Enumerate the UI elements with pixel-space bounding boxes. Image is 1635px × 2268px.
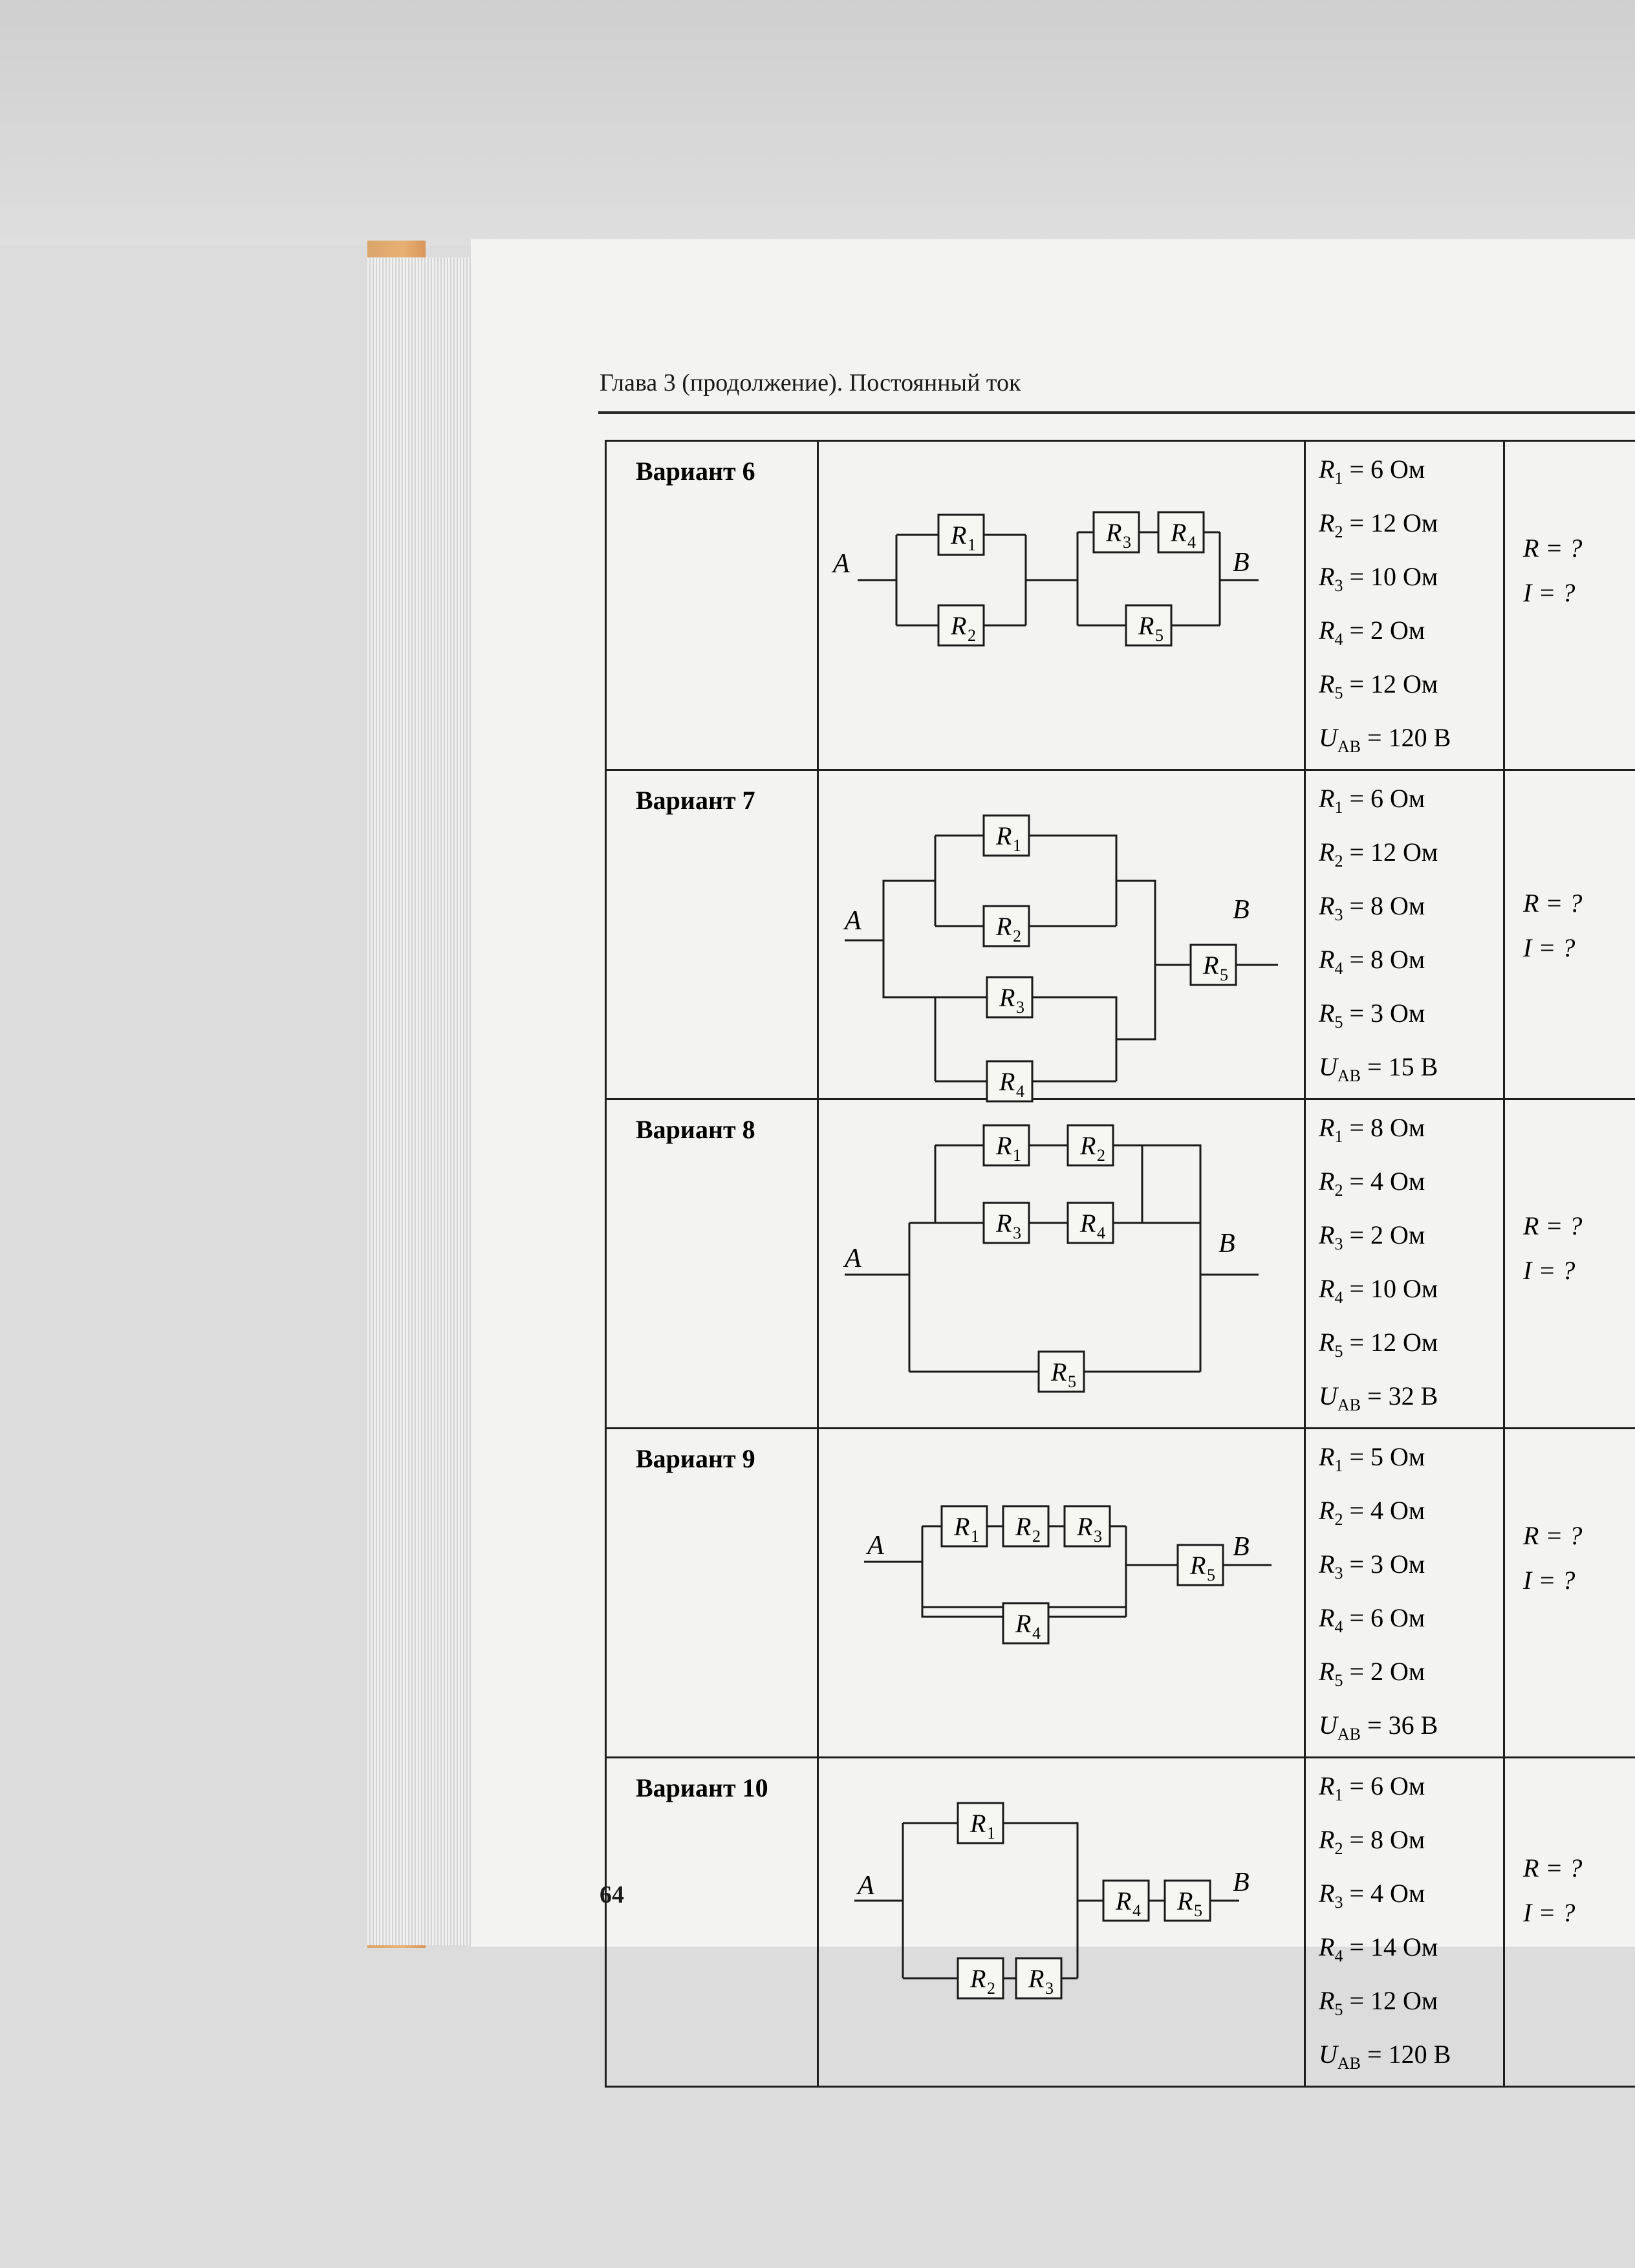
parameter-line: $R_1 = 6$ Ом <box>1319 455 1425 488</box>
resistor-r4 <box>1003 1603 1048 1643</box>
svg-text:4: 4 <box>1097 1224 1105 1242</box>
parameters-cell <box>1305 770 1504 1099</box>
variant-row <box>606 1429 1635 1758</box>
svg-text:3: 3 <box>1013 1224 1021 1242</box>
parameter-symbol: R <box>1319 1932 1335 1961</box>
parameter-value: 14 Ом <box>1370 1932 1438 1961</box>
parameter-symbol: U <box>1319 723 1337 752</box>
parameter-value: 12 Ом <box>1370 1328 1438 1357</box>
parameters-cell <box>1305 441 1504 770</box>
svg-text:R: R <box>1028 1964 1045 1993</box>
resistor-r2 <box>938 605 984 645</box>
parameter-symbol: R <box>1319 1496 1335 1525</box>
svg-text:4: 4 <box>1187 533 1196 552</box>
resistor-r1 <box>984 1125 1029 1165</box>
wire <box>883 940 935 997</box>
terminal-b: B <box>1233 1532 1250 1562</box>
unknown-quantity: I = ? <box>1523 1566 1575 1595</box>
svg-text:2: 2 <box>1013 927 1021 945</box>
parameter-subscript: 2 <box>1334 1181 1343 1200</box>
svg-text:1: 1 <box>968 535 976 554</box>
parameter-symbol: U <box>1319 1052 1337 1081</box>
circuit-diagram <box>819 1429 1301 1690</box>
svg-text:1: 1 <box>1013 836 1021 855</box>
parameter-value: 3 Ом <box>1370 1550 1425 1579</box>
variant-name: Вариант 9 <box>636 1444 755 1473</box>
parameter-line: $R_4 = 14$ Ом <box>1319 1932 1438 1965</box>
svg-text:5: 5 <box>1194 1901 1202 1920</box>
variant-name-cell <box>606 1429 818 1758</box>
resistor-r1 <box>984 815 1029 856</box>
resistor-r2 <box>1068 1125 1113 1165</box>
parameter-line: $R_5 = 12$ Ом <box>1319 1986 1438 2019</box>
terminal-a: A <box>845 1244 861 1273</box>
resistor-r3 <box>1094 512 1139 552</box>
parameter-symbol: R <box>1319 616 1335 645</box>
circuit-diagram-cell <box>818 1429 1305 1758</box>
svg-text:R: R <box>1138 611 1154 640</box>
parameter-subscript: 1 <box>1334 1786 1343 1804</box>
parameter-symbol: R <box>1319 669 1335 698</box>
parameter-value: 12 Ом <box>1370 837 1438 867</box>
parameter-subscript: 4 <box>1334 630 1343 649</box>
parameter-symbol: U <box>1319 2040 1337 2069</box>
unknown-quantity: R = ? <box>1523 889 1583 918</box>
circuit-diagram-cell <box>818 1758 1305 2087</box>
terminal-b: B <box>1233 548 1250 578</box>
svg-text:R: R <box>1116 1886 1132 1916</box>
terminal-b: B <box>1233 1868 1250 1897</box>
parameter-symbol: R <box>1319 1442 1335 1471</box>
variant-name: Вариант 8 <box>636 1115 755 1144</box>
svg-text:R: R <box>1190 1551 1206 1580</box>
svg-text:3: 3 <box>1016 998 1024 1017</box>
wire <box>1029 836 1116 926</box>
wire <box>1113 1223 1200 1372</box>
parameter-value: 12 Ом <box>1370 1986 1438 2015</box>
wire <box>1142 1145 1200 1223</box>
parameter-symbol: R <box>1319 784 1335 813</box>
resistor-r5 <box>1126 605 1171 645</box>
parameter-symbol: R <box>1319 1220 1335 1249</box>
parameters-cell <box>1305 1429 1504 1758</box>
resistor-r5 <box>1039 1352 1084 1392</box>
svg-text:R: R <box>999 983 1015 1012</box>
parameter-symbol: R <box>1319 1328 1335 1357</box>
parameter-subscript: AB <box>1337 1066 1361 1085</box>
parameter-symbol: U <box>1319 1711 1337 1740</box>
parameter-value: 6 Ом <box>1370 1603 1425 1632</box>
parameter-line: $R_1 = 6$ Ом <box>1319 1771 1425 1804</box>
chapter-header: Глава 3 (продолжение). Постоянный ток <box>600 369 1021 396</box>
parameter-value: 10 Ом <box>1370 562 1438 591</box>
svg-text:R: R <box>1203 951 1219 980</box>
parameter-subscript: AB <box>1337 737 1361 756</box>
parameter-line: $R_2 = 12$ Ом <box>1319 837 1438 870</box>
parameter-subscript: 3 <box>1334 1893 1343 1912</box>
svg-text:2: 2 <box>1032 1527 1041 1546</box>
variant-name: Вариант 10 <box>636 1773 768 1802</box>
parameter-symbol: U <box>1319 1381 1337 1410</box>
resistor-r2 <box>1003 1506 1048 1546</box>
parameter-value: 8 Ом <box>1370 1825 1425 1854</box>
variant-name-cell <box>606 770 818 1099</box>
terminal-a: A <box>867 1531 884 1561</box>
parameter-symbol: R <box>1319 891 1335 920</box>
resistor-r3 <box>987 977 1032 1017</box>
unknown-quantity: R = ? <box>1523 534 1583 563</box>
circuit-diagram-cell <box>818 770 1305 1099</box>
parameter-line: $U_{AB} = 32$ В <box>1319 1381 1438 1414</box>
parameter-subscript: 2 <box>1334 523 1343 541</box>
background-shadow <box>0 0 1635 246</box>
variant-name: Вариант 6 <box>636 457 755 486</box>
parameter-subscript: 5 <box>1334 1342 1343 1361</box>
resistor-r4 <box>1158 512 1204 552</box>
parameter-value: 4 Ом <box>1370 1496 1425 1525</box>
parameter-subscript: 4 <box>1334 1288 1343 1307</box>
unknowns-cell <box>1504 1099 1635 1429</box>
unknowns-cell <box>1504 441 1635 770</box>
resistor-r2 <box>984 906 1029 946</box>
parameter-line: $R_5 = 3$ Ом <box>1319 999 1425 1031</box>
wire <box>1116 940 1155 1039</box>
svg-text:2: 2 <box>1097 1146 1105 1165</box>
parameter-value: 10 Ом <box>1370 1274 1438 1303</box>
parameter-line: $R_3 = 4$ Ом <box>1319 1879 1425 1912</box>
resistor-r2 <box>958 1958 1003 1998</box>
wire <box>922 1607 1003 1617</box>
svg-text:R: R <box>970 1964 986 1993</box>
parameter-subscript: 3 <box>1334 1564 1343 1582</box>
svg-text:R: R <box>996 821 1012 850</box>
parameter-value: 120 В <box>1388 723 1451 752</box>
svg-text:4: 4 <box>1016 1082 1024 1101</box>
resistor-r4 <box>1103 1881 1149 1921</box>
resistor-r1 <box>942 1506 987 1546</box>
parameter-subscript: 5 <box>1334 1013 1343 1031</box>
wire <box>1113 1145 1142 1223</box>
parameter-subscript: 1 <box>1334 1456 1343 1475</box>
resistor-r5 <box>1178 1545 1223 1585</box>
resistor-r1 <box>938 515 984 555</box>
unknown-quantity: R = ? <box>1523 1521 1583 1550</box>
parameter-line: $R_2 = 4$ Ом <box>1319 1167 1425 1200</box>
svg-text:R: R <box>1080 1209 1096 1238</box>
circuit-diagram <box>819 1758 1301 2026</box>
circuit-diagram <box>819 771 1301 1101</box>
parameter-value: 8 Ом <box>1370 945 1425 974</box>
parameter-subscript: 5 <box>1334 2000 1343 2019</box>
parameter-value: 12 Ом <box>1370 669 1438 698</box>
parameter-line: $R_1 = 5$ Ом <box>1319 1442 1425 1475</box>
variant-name-cell <box>606 1758 818 2087</box>
resistor-r4 <box>1068 1203 1113 1243</box>
svg-text:R: R <box>1106 518 1122 547</box>
parameter-line: $R_3 = 3$ Ом <box>1319 1550 1425 1582</box>
svg-text:R: R <box>1080 1131 1096 1160</box>
parameter-line: $R_4 = 8$ Ом <box>1319 945 1425 978</box>
parameter-line: $R_2 = 4$ Ом <box>1319 1496 1425 1529</box>
parameter-value: 3 Ом <box>1370 999 1425 1028</box>
svg-text:R: R <box>954 1512 970 1541</box>
unknown-quantity: I = ? <box>1523 1898 1575 1927</box>
svg-text:4: 4 <box>1132 1901 1141 1920</box>
unknown-quantity: I = ? <box>1523 933 1575 962</box>
svg-text:5: 5 <box>1207 1566 1215 1584</box>
parameter-symbol: R <box>1319 1113 1335 1142</box>
wire <box>1003 1823 1077 1978</box>
parameter-line: $R_4 = 6$ Ом <box>1319 1603 1425 1636</box>
svg-text:4: 4 <box>1032 1624 1041 1643</box>
parameter-symbol: R <box>1319 1879 1335 1908</box>
resistor-r3 <box>1065 1506 1110 1546</box>
parameter-subscript: 5 <box>1334 1671 1343 1690</box>
svg-text:1: 1 <box>1013 1146 1021 1165</box>
svg-text:R: R <box>996 1131 1012 1160</box>
parameter-value: 36 В <box>1388 1711 1438 1740</box>
variant-row <box>606 441 1635 770</box>
terminal-a: A <box>858 1871 874 1901</box>
svg-text:3: 3 <box>1045 1979 1054 1998</box>
variants-table <box>605 440 1635 2088</box>
parameter-subscript: 3 <box>1334 576 1343 595</box>
svg-text:R: R <box>996 1209 1012 1238</box>
parameter-value: 6 Ом <box>1370 455 1425 484</box>
unknown-quantity: I = ? <box>1523 1256 1575 1285</box>
parameter-subscript: 5 <box>1334 684 1343 702</box>
variant-row <box>606 1758 1635 2087</box>
parameter-symbol: R <box>1319 1550 1335 1579</box>
parameter-line: $R_4 = 2$ Ом <box>1319 616 1425 649</box>
svg-text:R: R <box>996 912 1012 941</box>
parameter-subscript: 3 <box>1334 1235 1343 1253</box>
unknown-quantity: R = ? <box>1523 1853 1583 1883</box>
svg-text:R: R <box>1077 1512 1093 1541</box>
parameter-subscript: 2 <box>1334 1510 1343 1529</box>
circuit-diagram-cell <box>818 1099 1305 1429</box>
parameter-symbol: R <box>1319 837 1335 867</box>
parameter-value: 12 Ом <box>1370 508 1438 537</box>
variant-name-cell <box>606 441 818 770</box>
parameter-value: 6 Ом <box>1370 784 1425 813</box>
parameter-subscript: 2 <box>1334 852 1343 870</box>
svg-text:3: 3 <box>1094 1527 1102 1546</box>
parameter-subscript: 1 <box>1334 798 1343 817</box>
parameter-subscript: 4 <box>1334 959 1343 978</box>
parameter-line: $U_{AB} = 15$ В <box>1319 1052 1438 1085</box>
parameter-symbol: R <box>1319 1274 1335 1303</box>
parameter-line: $R_2 = 12$ Ом <box>1319 508 1438 541</box>
svg-text:1: 1 <box>987 1824 995 1842</box>
resistor-r1 <box>958 1803 1003 1843</box>
svg-text:R: R <box>951 521 967 550</box>
wire <box>1032 997 1116 1081</box>
circuit-diagram <box>819 442 1301 703</box>
parameter-symbol: R <box>1319 1771 1335 1800</box>
header-rule <box>598 411 1635 414</box>
parameter-line: $U_{AB} = 120$ В <box>1319 2040 1451 2073</box>
parameter-line: $R_2 = 8$ Ом <box>1319 1825 1425 1858</box>
svg-text:5: 5 <box>1068 1372 1076 1391</box>
parameter-subscript: 4 <box>1334 1947 1343 1965</box>
parameter-symbol: R <box>1319 999 1335 1028</box>
resistor-r4 <box>987 1061 1032 1101</box>
svg-text:R: R <box>1015 1609 1032 1638</box>
parameter-subscript: AB <box>1337 1396 1361 1414</box>
parameter-subscript: AB <box>1337 2054 1361 2073</box>
svg-text:R: R <box>1015 1512 1032 1541</box>
parameter-line: $R_5 = 12$ Ом <box>1319 669 1438 702</box>
parameter-subscript: 3 <box>1334 905 1343 924</box>
parameter-symbol: R <box>1319 1657 1335 1686</box>
parameter-value: 8 Ом <box>1370 891 1425 920</box>
svg-text:5: 5 <box>1155 626 1164 645</box>
variant-row <box>606 770 1635 1099</box>
svg-text:5: 5 <box>1220 966 1228 984</box>
svg-text:1: 1 <box>971 1527 979 1546</box>
unknown-quantity: R = ? <box>1523 1211 1583 1240</box>
page-number: 64 <box>600 1881 624 1908</box>
svg-text:R: R <box>1051 1357 1067 1387</box>
parameter-symbol: R <box>1319 508 1335 537</box>
wire <box>1155 940 1191 965</box>
parameter-value: 6 Ом <box>1370 1771 1425 1800</box>
parameter-value: 5 Ом <box>1370 1442 1425 1471</box>
unknowns-cell <box>1504 1758 1635 2087</box>
parameter-subscript: 4 <box>1334 1617 1343 1636</box>
resistor-r5 <box>1165 1881 1210 1921</box>
resistor-r3 <box>1016 1958 1061 1998</box>
parameter-subscript: AB <box>1337 1725 1361 1744</box>
page-stack-edge <box>367 257 477 1945</box>
parameter-value: 2 Ом <box>1370 1220 1425 1249</box>
parameter-line: $R_1 = 8$ Ом <box>1319 1113 1425 1146</box>
parameter-value: 4 Ом <box>1370 1167 1425 1196</box>
svg-text:R: R <box>970 1809 986 1838</box>
terminal-b: B <box>1233 895 1250 925</box>
terminal-b: B <box>1218 1229 1235 1258</box>
svg-text:2: 2 <box>987 1979 995 1998</box>
svg-text:R: R <box>951 611 967 640</box>
terminal-a: A <box>833 549 850 579</box>
circuit-diagram-cell <box>818 441 1305 770</box>
parameter-value: 2 Ом <box>1370 1657 1425 1686</box>
svg-text:R: R <box>1177 1886 1193 1916</box>
parameter-symbol: R <box>1319 1167 1335 1196</box>
unknowns-cell <box>1504 1429 1635 1758</box>
variant-name-cell <box>606 1099 818 1429</box>
parameter-symbol: R <box>1319 562 1335 591</box>
resistor-r5 <box>1191 945 1236 985</box>
parameter-line: $R_5 = 12$ Ом <box>1319 1328 1438 1361</box>
resistor-r3 <box>984 1203 1029 1243</box>
parameter-line: $R_3 = 10$ Ом <box>1319 562 1438 595</box>
variant-row <box>606 1099 1635 1429</box>
parameter-symbol: R <box>1319 1825 1335 1854</box>
parameter-subscript: 1 <box>1334 1127 1343 1146</box>
parameter-value: 120 В <box>1388 2040 1451 2069</box>
parameter-value: 15 В <box>1388 1052 1438 1081</box>
parameters-cell <box>1305 1758 1504 2087</box>
parameter-symbol: R <box>1319 945 1335 974</box>
parameter-subscript: 2 <box>1334 1839 1343 1858</box>
parameter-line: $R_4 = 10$ Ом <box>1319 1274 1438 1307</box>
variant-name: Вариант 7 <box>636 786 755 815</box>
parameter-line: $R_1 = 6$ Ом <box>1319 784 1425 817</box>
parameter-line: $U_{AB} = 120$ В <box>1319 723 1451 756</box>
terminal-a: A <box>845 906 861 936</box>
parameter-value: 4 Ом <box>1370 1879 1425 1908</box>
svg-text:R: R <box>1171 518 1187 547</box>
unknowns-cell <box>1504 770 1635 1099</box>
parameter-value: 8 Ом <box>1370 1113 1425 1142</box>
parameter-subscript: 1 <box>1334 469 1343 488</box>
parameter-symbol: R <box>1319 1603 1335 1632</box>
parameters-cell <box>1305 1099 1504 1429</box>
svg-text:2: 2 <box>968 626 976 645</box>
unknown-quantity: I = ? <box>1523 578 1575 607</box>
parameter-symbol: R <box>1319 455 1335 484</box>
svg-text:3: 3 <box>1123 533 1131 552</box>
svg-text:R: R <box>999 1067 1015 1096</box>
parameter-line: $R_5 = 2$ Ом <box>1319 1657 1425 1690</box>
circuit-diagram <box>819 1100 1301 1400</box>
parameter-line: $U_{AB} = 36$ В <box>1319 1711 1438 1744</box>
wire <box>1116 881 1155 940</box>
parameter-symbol: R <box>1319 1986 1335 2015</box>
parameter-line: $R_3 = 8$ Ом <box>1319 891 1425 924</box>
parameter-value: 32 В <box>1388 1381 1438 1410</box>
parameter-line: $R_3 = 2$ Ом <box>1319 1220 1425 1253</box>
parameter-value: 2 Ом <box>1370 616 1425 645</box>
